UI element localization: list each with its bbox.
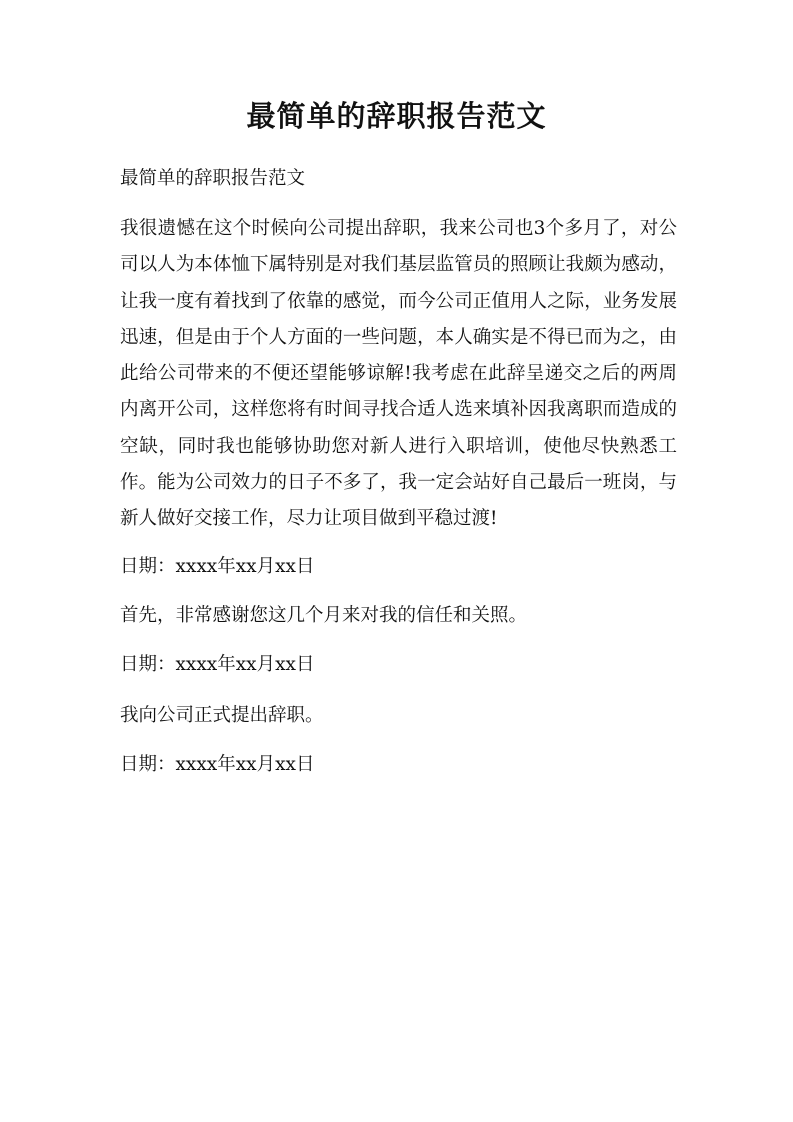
document-title: 最简单的辞职报告范文 [246,99,547,133]
thanks-paragraph: 首先，非常感谢您这几个月来对我的信任和关照。 [120,605,528,626]
statement-paragraph: 我向公司正式提出辞职。 [120,705,324,726]
date-line-3: 日期：xxxx年xx月xx日 [120,754,315,775]
date-line-1: 日期：xxxx年xx月xx日 [120,556,315,577]
document-subtitle: 最简单的辞职报告范文 [120,168,306,189]
date-line-2: 日期：xxxx年xx月xx日 [120,654,315,675]
main-paragraph: 我很遗憾在这个时候向公司提出辞职，我来公司也3个多月了，对公司以人为本体恤下属特别是对我们基层监管员的照顾让我颇为感动，让我一度有着找到了依靠的感觉，而今公司正值用人之际，业务发展迅速，但是由于个人方面的一些问题，本人确实是不得已而为之，由此给公司带来的不便还望能够谅解!我考虑在此辞呈递交之后的两周内离开公司，这样您将有时间寻找合适人选来填补因我离职而造成的空缺，同时我也能够协助您对新人进行入职培训，使他尽快熟悉工作。能为公司效力的日子不多了，我一定会站好自己最后一班岗，与新人做好交接工作，尽力让项目做到平稳过渡! [120,218,677,530]
